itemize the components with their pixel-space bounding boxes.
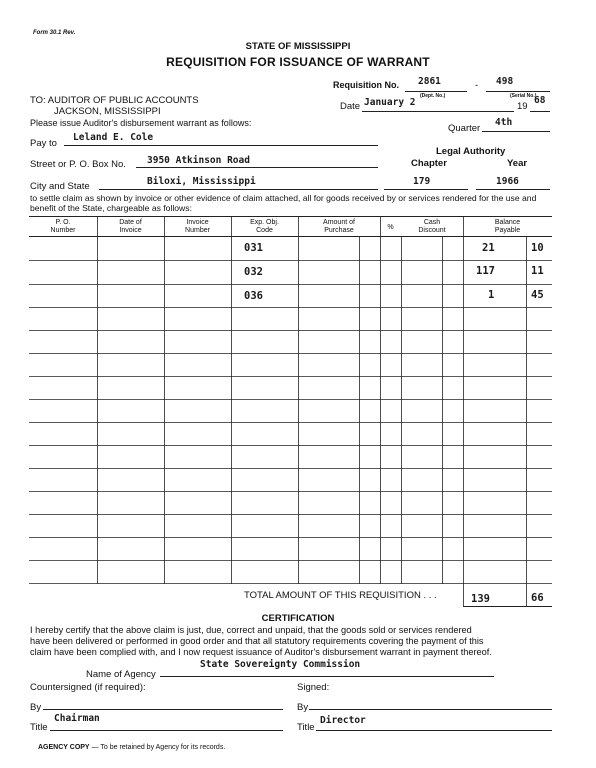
certification-title: CERTIFICATION [261,613,335,624]
row3-balance-cents: 45 [531,289,544,301]
legal-authority-title: Legal Authority [436,146,506,157]
left-title-label: Title [30,722,48,733]
left-by-label: By [30,702,42,713]
row3-exp-code: 036 [244,290,263,302]
year-value: 1966 [496,176,519,187]
header-percent: % [387,224,394,231]
header-cash-discount: Cash Discount [418,219,446,234]
total-label: TOTAL AMOUNT OF THIS REQUISITION . . . [244,590,437,601]
header-po-number: P. O. Number [50,219,76,234]
row1-exp-code: 031 [244,242,263,254]
certification-line3: claim have been complied with, and I now request issuance of Auditor's disbursement warrant in payment thereof. [30,647,492,657]
row2-exp-code: 032 [244,266,263,278]
agency-label: Name of Agency [86,669,156,680]
signed-label: Signed: [297,682,330,693]
year-prefix: 19 [517,101,528,112]
quarter-label: Quarter [448,123,481,134]
left-title-value: Chairman [54,713,100,724]
street-label: Street or P. O. Box No. [30,159,126,170]
requisition-label: Requisition No. [333,80,399,90]
footer-note [38,744,225,751]
date-value: January 2 [364,97,416,108]
certification-line1: I hereby certify that the above claim is just, due, correct and unpaid, that the goods sold or services rendered [30,625,472,635]
state-heading: STATE OF MISSISSIPPI [245,41,351,52]
street-value: 3950 Atkinson Road [147,155,250,166]
pay-to-label: Pay to [30,138,57,149]
agency-name: State Sovereignty Commission [200,659,361,670]
total-dollars: 139 [471,593,490,605]
right-title-label: Title [297,722,315,733]
addressee-line2: JACKSON, MISSISSIPPI [54,106,161,117]
purpose-text: to settle claim as shown by invoice or other evidence of claim attached, all for goods received by or services rendered for the use and benefit of the State, chargeable as follows: [30,193,537,213]
dept-number: 2861 [418,76,441,87]
city-value: Biloxi, Mississippi [147,176,256,187]
pay-to-value: Leland E. Cole [73,132,154,143]
header-amount-of-purchase: Amount of Purchase [323,219,355,234]
city-label: City and State [30,181,90,192]
certification-line2: have been delivered or performed in good order and that all statutory requirements covering the payment of this [30,636,484,646]
form-number: Form 30.1 Rev. [33,30,76,36]
chapter-value: 179 [413,176,431,187]
right-by-label: By [297,702,309,713]
year-suffix: 68 [534,95,546,106]
header-balance-payable: Balance Payable [494,219,521,234]
header-exp-obj-code: Exp. Obj. Code [250,219,279,234]
total-cents: 66 [531,592,544,604]
countersigned-label: Countersigned (if required): [30,682,146,693]
date-label: Date [340,101,361,112]
row2-balance-dollars: 117 [476,265,495,277]
addressee-line1: TO: AUDITOR OF PUBLIC ACCOUNTS [30,95,199,106]
right-title-value: Director [320,715,366,726]
row2-balance-cents: 11 [531,265,544,277]
row3-balance-dollars: 1 [488,289,495,301]
footer-rest: — To be retained by Agency for its records. [89,744,226,751]
header-invoice-number: Invoice Number [185,219,210,234]
year-label: Year [507,158,528,169]
requisition-dash: - [475,80,479,91]
header-date-of-invoice: Date of Invoice [119,219,142,234]
row1-balance-cents: 10 [531,242,544,254]
quarter-value: 4th [495,117,513,128]
form-title: REQUISITION FOR ISSUANCE OF WARRANT [166,55,430,69]
serial-no-caption: (Serial No.) [510,93,537,99]
chapter-label: Chapter [411,158,447,169]
footer-bold: AGENCY COPY [38,744,90,751]
serial-number: 498 [496,76,514,87]
dept-no-caption: (Dept. No.) [420,93,446,99]
row1-balance-dollars: 21 [482,242,495,254]
instruction-text: Please issue Auditor's disbursement warrant as follows: [30,118,252,128]
